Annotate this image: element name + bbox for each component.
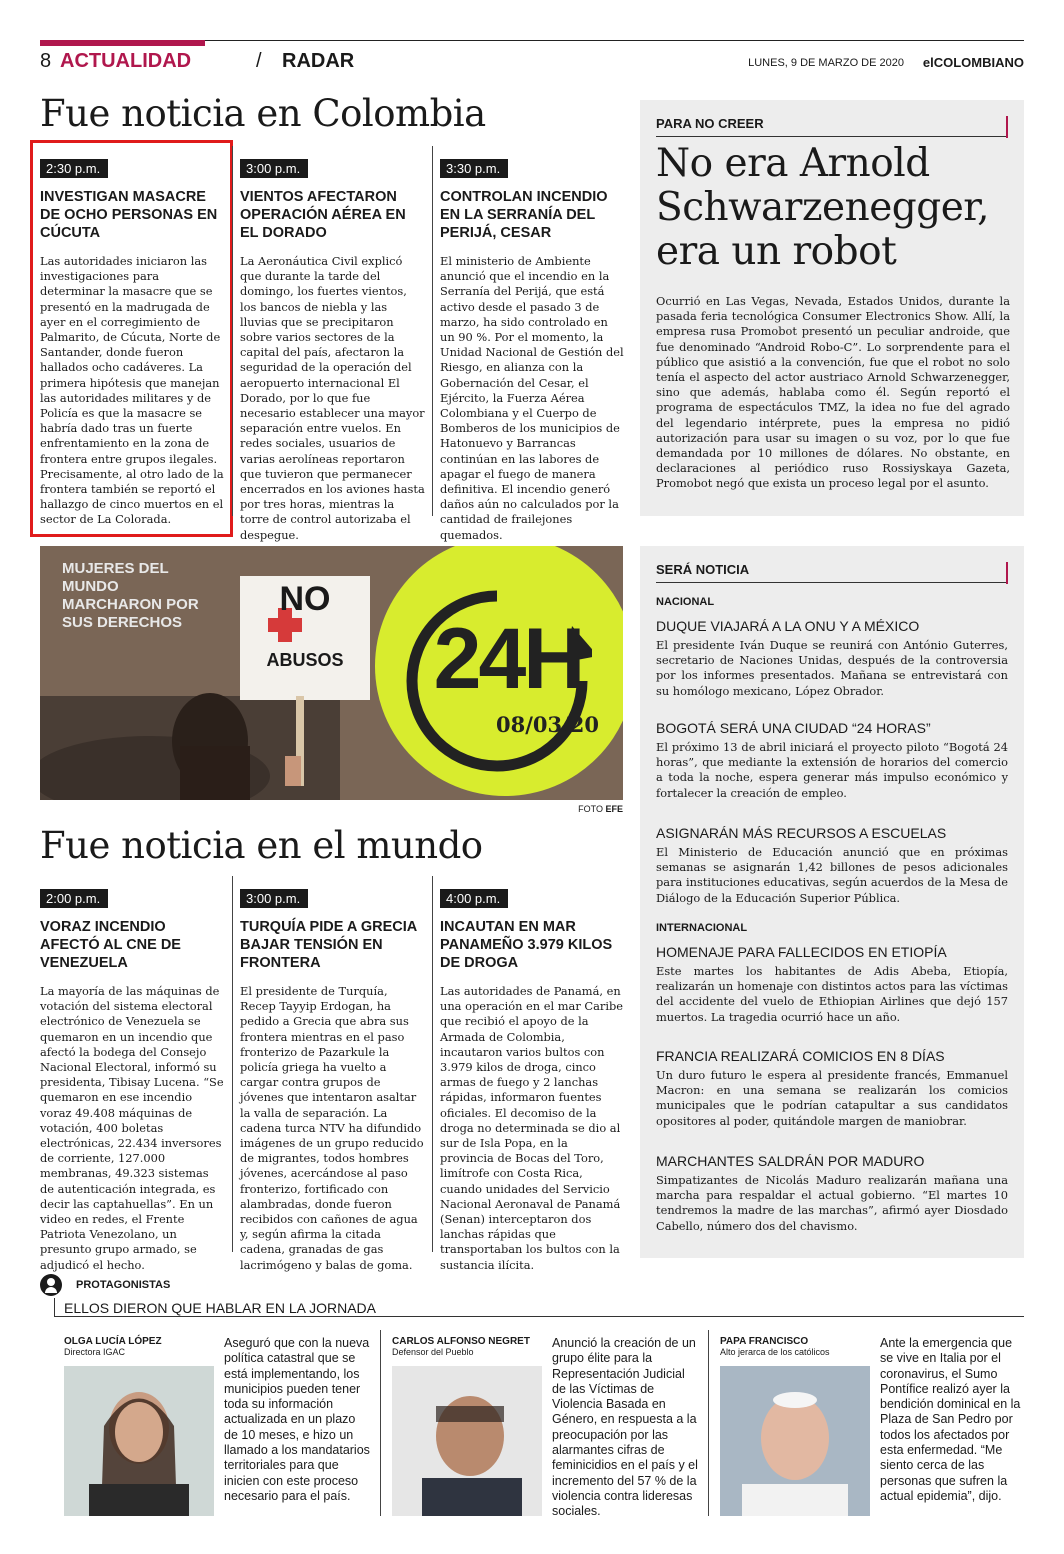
story-time: 2:30 p.m. bbox=[40, 159, 108, 178]
protagonist-1-name-block bbox=[64, 1336, 162, 1357]
mundo-title: Fue noticia en el mundo bbox=[40, 824, 483, 867]
photo-credit-prefix: FOTO bbox=[578, 804, 606, 814]
story-time: 3:00 p.m. bbox=[240, 889, 308, 908]
protagonist-role: Defensor del Pueblo bbox=[392, 1347, 474, 1357]
protagonistas-subtitle: ELLOS DIERON QUE HABLAR EN LA JORNADA bbox=[64, 1300, 376, 1316]
mundo-story-2 bbox=[240, 888, 426, 1273]
column-divider bbox=[380, 1330, 381, 1516]
sign-text-bottom: ABUSOS bbox=[266, 650, 344, 670]
brief-headline: DUQUE VIAJARÁ A LA ONU Y A MÉXICO bbox=[656, 618, 920, 634]
protagonistas-label: PROTAGONISTAS bbox=[76, 1279, 171, 1291]
protagonist-role: Alto jerarca de los católicos bbox=[720, 1347, 830, 1357]
column-divider bbox=[232, 146, 233, 516]
nacional-label: NACIONAL bbox=[656, 596, 715, 608]
internacional-label: INTERNACIONAL bbox=[656, 922, 748, 934]
logo-24h-text: 24H bbox=[433, 611, 583, 707]
protagonist-name: PAPA FRANCISCO bbox=[720, 1336, 809, 1347]
story-headline: VORAZ INCENDIO AFECTÓ AL CNE DE VENEZUELA bbox=[40, 919, 181, 971]
panel-label: SERÁ NOTICIA bbox=[656, 562, 750, 577]
brief-headline: HOMENAJE PARA FALLECIDOS EN ETIOPÍA bbox=[656, 944, 947, 960]
story-body: El presidente de Turquía, Recep Tayyip Erdogan, ha pedido a Grecia que abra sus frontera mientras en el paso fronterizo de Pazarkule la policía griega ha vuelto a cargar contra grupos de jóvenes que intentaron asaltar la valla de separación. La cadena turca NTV ha difundido imágenes de un grupo reducido de migrantes, todos hombres jóvenes, acercándose al paso fronterizo, fortificado con alambradas, donde fueron recibidos con cañones de agua y, según afirma la citada cadena, granadas de gas lacrimógeno y balas de goma. bbox=[240, 984, 424, 1272]
photo-banner bbox=[40, 546, 623, 800]
story-headline: INVESTIGAN MASACRE DE OCHO PERSONAS EN CÚCUTA bbox=[40, 189, 218, 241]
section-rule bbox=[54, 1316, 1024, 1317]
section-label: ACTUALIDAD bbox=[60, 50, 192, 72]
panel-body: Ocurrió en Las Vegas, Nevada, Estados Unidos, durante la pasada feria tecnológica Consumer Electronics Show. Allí, la empresa rusa Promobot presentó un peculiar androide, que fue denominado “Android Robo-C”. Lo sorprendente para el público que asistió a la convención, fue que el robot no solo tenía el aspecto del actor austriaco Arnold Schwarzenegger, sino que además, hablaba como él. Según reportó el programa de espectáculos TMZ, la idea no fue del agrado del legendario intérprete, pues la empresa no pidió autorización para usar su imagen o su voz, por lo que fue demandada por 10 millones de dólares. No obstante, en declaraciones al periódico ruso Rossiyskaya Gazeta, Promobot negó que exista un proceso legal por el asunto. bbox=[656, 294, 1010, 491]
issue-date: LUNES, 9 DE MARZO DE 2020 bbox=[748, 57, 904, 69]
story-headline: CONTROLAN INCENDIO EN LA SERRANÍA DEL PERIJÁ, CESAR bbox=[440, 189, 608, 241]
section-separator: / bbox=[256, 50, 262, 72]
mundo-story-1 bbox=[40, 888, 224, 1273]
panel-headline: No era Arnold Schwarzenegger, era un robot bbox=[656, 141, 990, 274]
protagonist-name: CARLOS ALFONSO NEGRET bbox=[392, 1336, 530, 1347]
header-accent-bar bbox=[40, 40, 205, 46]
panel-rule bbox=[656, 582, 1008, 583]
brief-body: El presidente Iván Duque se reunirá con António Guterres, secretario de Naciones Unidas, después de la controversia por los informes presentados. Mañana se entrevistará con su homólogo mexicano, López Obrador. bbox=[656, 638, 1008, 698]
story-body: La Aeronáutica Civil explicó que durante la tarde del domingo, los fuertes vientos, los bancos de niebla y las lluvias que se precipitaron sobre varios sectores de la capital del país, afectaron la seguridad de la operación del aeropuerto internacional El Dorado, por lo que fue necesario establecer una mayor separación entre vuelos. En redes sociales, usuarios de varias aerolíneas reportaron que tuvieron que permanecer encerrados en los aviones hasta por tres horas, mientras la torre de control autorizaba el despegue. bbox=[240, 254, 425, 542]
protagonist-role: Directora IGAC bbox=[64, 1347, 126, 1357]
photo-credit-source: EFE bbox=[605, 804, 623, 814]
protagonistas-section bbox=[40, 1270, 1024, 1520]
story-time: 4:00 p.m. bbox=[440, 889, 508, 908]
story-time: 2:00 p.m. bbox=[40, 889, 108, 908]
mundo-story-3 bbox=[440, 888, 624, 1273]
brief-body: Este martes los habitantes de Adis Abeba, Etiopía, realizarán un homenaje con distintos actos para las víctimas del accidente del vuelo de Ethiopian Airlines que dejó 157 muertos. La tragedia ocurrió hace un año. bbox=[656, 964, 1008, 1024]
story-body: El ministerio de Ambiente anunció que el incendio en la Serranía del Perijá, que está activo desde el pasado 3 de marzo, ha sido controlado en un 90 %. Por el momento, la Unidad Nacional de Gestión del Riesgo, en alianza con la Gobernación del Cesar, el Ejército, la Fuerza Aérea Colombiana y el Cuerpo de Bomberos de los municipios de Hatonuevo y Barrancas continúan en las labores de apagar el fuego de manera definitiva. El incendio generó daños aún no calculados por la cantidad de frailejones quemados. bbox=[440, 254, 624, 542]
section-rule-vertical bbox=[54, 1298, 55, 1316]
story-body: Las autoridades iniciaron las investigaciones para determinar la masacre que se presentó en la madrugada de ayer en el corregimiento de Palmarito, de Cúcuta, Norte de Santander, donde fueron hallados ocho cadáveres. La primera hipótesis que manejan las autoridades militares y de Policía es que la masacre se habría dado tras un fuerte enfrentamiento en la zona de frontera entre grupos ilegales. Precisamente, al otro lado de la frontera también se reportó el hallazgo de cinco muertos en el sector de La Colorada. bbox=[40, 254, 224, 527]
subsection-label: RADAR bbox=[282, 50, 355, 72]
sign-text-top: NO bbox=[279, 580, 331, 618]
brief-body: Simpatizantes de Nicolás Maduro realizarán mañana una marcha para respaldar el actual gobierno. “El martes 10 tendremos la madre de las marchas”, afirmó ayer Diosdado Cabello, número dos del chavismo. bbox=[656, 1173, 1008, 1233]
person-icon bbox=[40, 1274, 62, 1296]
banner-overlay-text: MUJERES DEL MUNDO MARCHARON POR SUS DERECHOS bbox=[62, 560, 199, 631]
colombia-title: Fue noticia en Colombia bbox=[40, 92, 486, 135]
brief-headline: BOGOTÁ SERÁ UNA CIUDAD “24 HORAS” bbox=[656, 720, 931, 736]
protagonist-text: Ante la emergencia que se vive en Italia por el coronavirus, el Sumo Pontífice realizó ayer la bendición dominical en la Plaza de San Pedro por todos los afectados por esta enfermedad. “Me siento cerca de las personas que sufren la actual epidemia”, dijo. bbox=[880, 1336, 1021, 1503]
panel-rule bbox=[656, 136, 1008, 137]
protagonist-photo bbox=[64, 1366, 214, 1516]
para-no-creer-panel bbox=[640, 100, 1024, 516]
panel-accent bbox=[1006, 116, 1008, 138]
brief-headline: ASIGNARÁN MÁS RECURSOS A ESCUELAS bbox=[656, 825, 947, 841]
colombia-story-3 bbox=[440, 158, 624, 543]
story-body: La mayoría de las máquinas de votación del sistema electoral electrónico de Venezuela se quemaron en un incendio que afectó la bodega del Consejo Nacional Electoral, informó su presidenta, Tibisay Lucena. “Se quemaron en ese incendio voraz 49.408 máquinas de votación, 400 boletas electrónicas, 22.434 inversores de corriente, 127.000 membranas, 49.323 sistemas de autenticación integrada, es decir las captahuellas”. En un video en redes, el Frente Patriota Venezolano, un presunto grupo armado, se adjudicó el hecho. bbox=[40, 984, 224, 1272]
brief-headline: MARCHANTES SALDRÁN POR MADURO bbox=[656, 1153, 925, 1169]
column-divider bbox=[432, 876, 433, 1252]
brief-headline: FRANCIA REALIZARÁ COMICIOS EN 8 DÍAS bbox=[656, 1048, 945, 1064]
photo-credit bbox=[40, 804, 623, 814]
sera-noticia-panel bbox=[640, 546, 1024, 1258]
column-divider bbox=[232, 876, 233, 1252]
page-number: 8 bbox=[40, 50, 52, 72]
colombia-story-2 bbox=[240, 158, 426, 543]
panel-label: PARA NO CREER bbox=[656, 116, 764, 131]
protagonist-text: Anunció la creación de un grupo élite para la Representación Judicial de las Víctimas de Violencia Basada en Género, en respuesta a la preocupación por las alarmantes cifras de feminicidios en el país y el incremento del 57 % de la violencia contra lideresas sociales. bbox=[552, 1336, 698, 1519]
column-divider bbox=[432, 146, 433, 516]
story-body: Las autoridades de Panamá, en una operación en el mar Caribe que recibió el apoyo de la Armada de Colombia, incautaron varios bultos con 3.979 kilos de droga, cinco armas de fuego y 2 lanchas rápidas, informaron fuentes oficiales. El decomiso de la droga no determinada se dio al sur de Isla Popa, en la provincia de Bocas del Toro, limítrofe con Costa Rica, cuando unidades del Servicio Nacional Aeronaval de Panamá (Senan) interceptaron dos lanchas rápidas que transportaban los bultos con la sustancia ilícita. bbox=[440, 984, 624, 1272]
story-time: 3:30 p.m. bbox=[440, 159, 508, 178]
page-header bbox=[40, 50, 1024, 76]
protagonist-photo bbox=[720, 1366, 870, 1516]
story-headline: TURQUÍA PIDE A GRECIA BAJAR TENSIÓN EN FRONTERA bbox=[240, 919, 417, 971]
brief-body: Un duro futuro le espera al presidente francés, Emmanuel Macron: en una semana se realizarán los comicios municipales que le podrían catapultar a sus candidatos opositores al poder, quitándole margen de maniobrar. bbox=[656, 1068, 1008, 1128]
panel-accent bbox=[1006, 562, 1008, 584]
colombia-story-1 bbox=[40, 158, 224, 528]
protagonist-2-name-block bbox=[392, 1336, 530, 1357]
protagonist-text: Aseguró que con la nueva política catastral que se está implementando, los municipios pueden tener toda su información actualizada en un plazo de 10 meses, e hizo un llamado a los mandatarios territoriales para que inicien con este proceso necesario para el país. bbox=[224, 1336, 370, 1503]
protagonist-name: OLGA LUCÍA LÓPEZ bbox=[64, 1336, 162, 1347]
story-time: 3:00 p.m. bbox=[240, 159, 308, 178]
brand-logo: elCOLOMBIANO bbox=[922, 55, 1024, 70]
story-headline: INCAUTAN EN MAR PANAMEÑO 3.979 KILOS DE DROGA bbox=[440, 919, 613, 971]
protagonist-3-name-block bbox=[720, 1336, 830, 1357]
story-headline: VIENTOS AFECTARON OPERACIÓN AÉREA EN EL DORADO bbox=[240, 189, 406, 241]
column-divider bbox=[708, 1330, 709, 1516]
brief-body: El próximo 13 de abril iniciará el proyecto piloto “Bogotá 24 horas”, que mediante la extensión de horarios del comercio a toda la noche, espera generar más impulso económico y fortalecer la creación de empleo. bbox=[656, 740, 1008, 800]
brief-body: El Ministerio de Educación anunció que en próximas semanas se asignarán 1,42 billones de pesos adicionales para instituciones educativas, según acuerdos de la Mesa de Diálogo de la Educación Superior Pública. bbox=[656, 845, 1008, 905]
logo-date: 08/03/20 bbox=[496, 712, 600, 737]
protagonist-photo bbox=[392, 1366, 542, 1516]
